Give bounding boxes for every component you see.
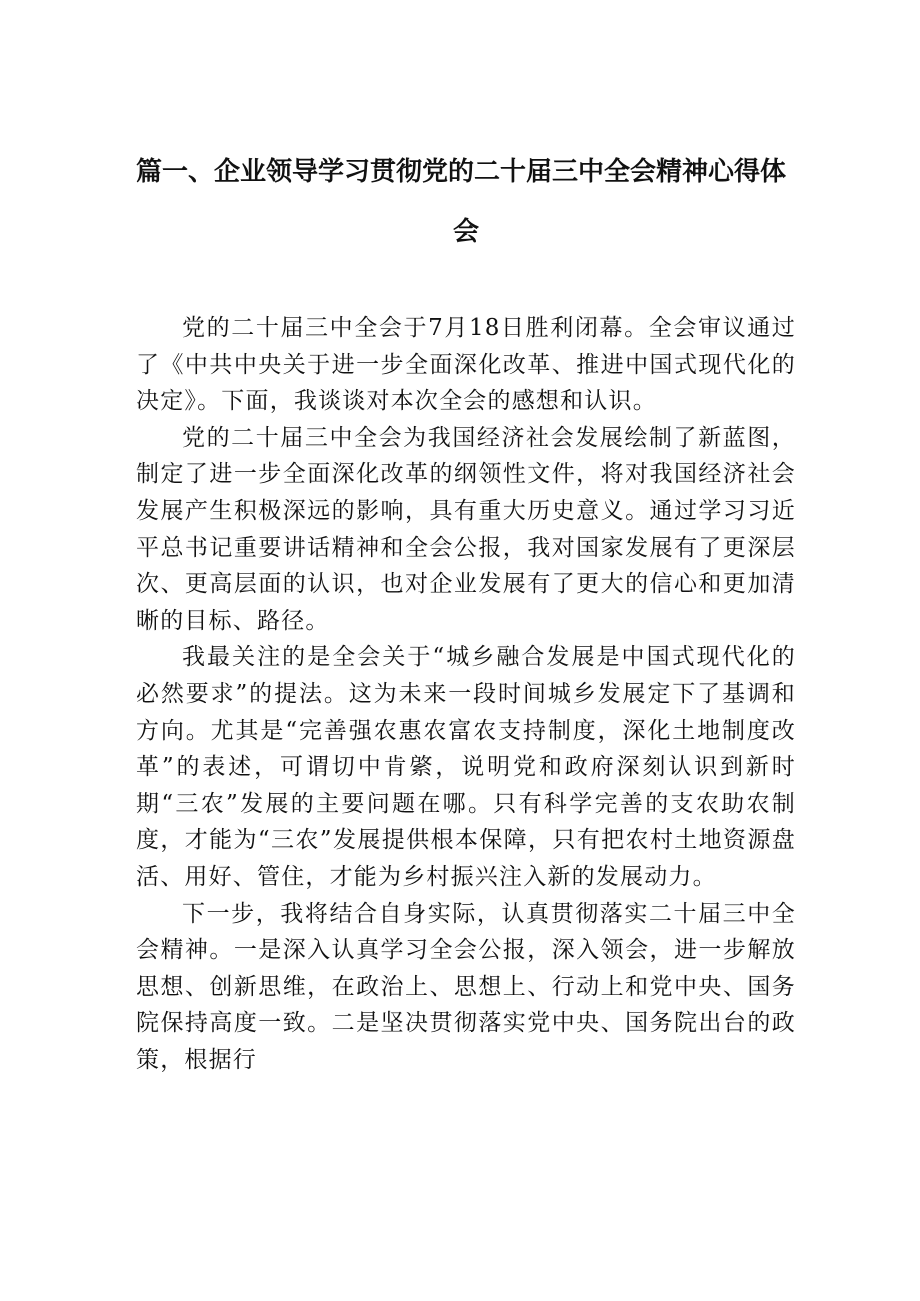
document-body xyxy=(136,310,796,1078)
title-line-1: 篇一、企业领导学习贯彻党的二十届三中全会精神心得体 xyxy=(136,157,787,187)
title-line-2: 会 xyxy=(452,217,479,247)
document-title xyxy=(136,150,796,254)
paragraph-4: 下一步，我将结合自身实际，认真贯彻落实二十届三中全会精神。一是深入认真学习全会公报，深入领会，进一步解放思想、创新思维，在政治上、思想上、行动上和党中央、国务院保持高度一致。二是坚决贯彻落实党中央、国务院出台的政策，根据行 xyxy=(136,900,796,1073)
paragraph-3: 我最关注的是全会关于“城乡融合发展是中国式现代化的必然要求”的提法。这为未来一段时间城乡发展定下了基调和方向。尤其是“完善强农惠农富农支持制度，深化土地制度改革”的表述，可谓切中肯綮，说明党和政府深刻认识到新时期“三农”发展的主要问题在哪。只有科学完善的支农助农制度，才能为“三农”发展提供根本保障，只有把农村土地资源盘活、用好、管住，才能为乡村振兴注入新的发展动力。 xyxy=(136,644,796,890)
paragraph-2: 党的二十届三中全会为我国经济社会发展绘制了新蓝图，制定了进一步全面深化改革的纲领性文件，将对我国经济社会发展产生积极深远的影响，具有重大历史意义。通过学习习近平总书记重要讲话精神和全会公报，我对国家发展有了更深层次、更高层面的认识，也对企业发展有了更大的信心和更加清晰的目标、路径。 xyxy=(136,424,796,634)
paragraph-1: 党的二十届三中全会于7月18日胜利闭幕。全会审议通过了《中共中央关于进一步全面深化改革、推进中国式现代化的决定》。下面，我谈谈对本次全会的感想和认识。 xyxy=(136,315,796,415)
